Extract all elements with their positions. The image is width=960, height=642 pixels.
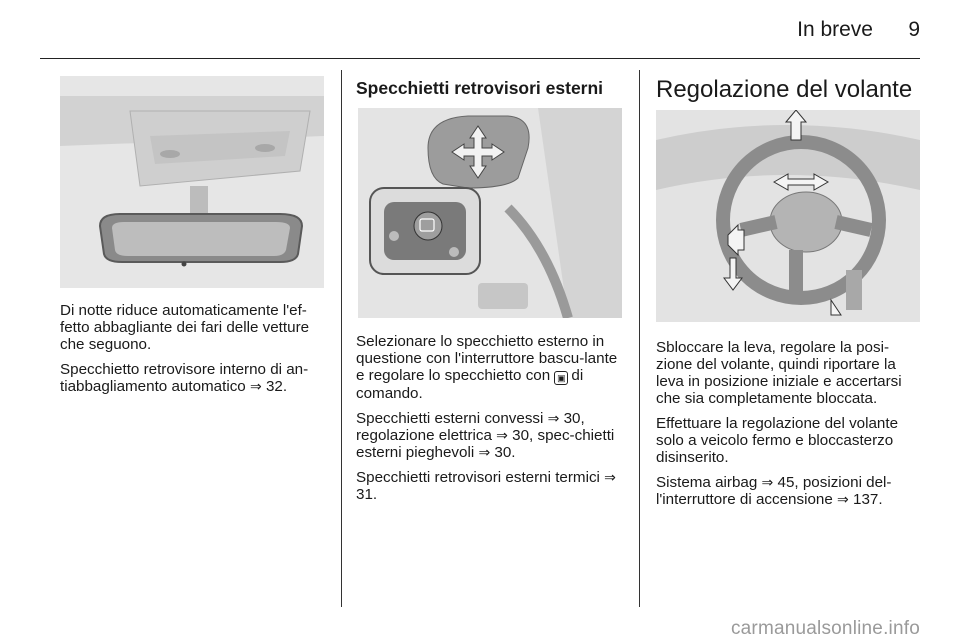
reference-arrow-icon: ⇒: [761, 474, 774, 490]
page-number: 9: [908, 18, 920, 41]
page-header: [0, 0, 960, 60]
column-divider-1: [341, 70, 342, 607]
column-3-text: [656, 339, 920, 516]
paragraph: Specchietti esterni convessi ⇒ 30, regolazione elettrica ⇒ 30, spec-chietti esterni pieghevoli ⇒ 30.: [356, 410, 615, 461]
reference-arrow-icon: ⇒: [478, 444, 491, 460]
mirror-adjust-icon: ▣: [554, 371, 568, 385]
page-ref[interactable]: 30, spec-chietti esterni pieghevoli: [356, 427, 615, 461]
page-ref[interactable]: 30,: [563, 410, 585, 427]
reference-arrow-icon: ⇒: [837, 491, 849, 507]
paragraph: Specchietti retrovisori esterni termici ⇒ 31.: [356, 469, 616, 503]
page-ref[interactable]: 137.: [853, 491, 883, 508]
watermark: carmanualsonline.info: [730, 618, 920, 639]
steering-wheel-figure: [656, 110, 920, 322]
reference-arrow-icon: ⇒: [547, 410, 560, 426]
exterior-mirror-control-figure: [358, 108, 622, 318]
paragraph: Selezionare lo specchietto esterno in questione con l'interruttore bascu-lante e regolare lo specchietto con ▣ di comando.: [356, 333, 618, 402]
section-title: In breve: [797, 18, 873, 41]
column-2-text: [356, 333, 624, 511]
heading-exterior-mirrors: Specchietti retrovisori esterni: [356, 78, 604, 98]
rearview-mirror-figure: [60, 76, 324, 288]
reference-arrow-icon: ⇒: [604, 469, 616, 485]
heading-steering-adjustment: Regolazione del volante: [656, 76, 913, 103]
paragraph: Specchietto retrovisore interno di an-tiabbagliamento automatico ⇒ 32.: [60, 361, 309, 395]
paragraph: Sistema airbag ⇒ 45, posizioni del-l'interruttore di accensione ⇒ 137.: [656, 474, 892, 508]
reference-arrow-icon: ⇒: [496, 427, 508, 443]
header-rule: [40, 58, 920, 59]
page-ref[interactable]: 32.: [265, 378, 288, 395]
page-ref[interactable]: 30.: [494, 444, 516, 461]
paragraph: Effettuare la regolazione del volante solo a veicolo fermo e bloccasterzo disinserito.: [656, 415, 899, 466]
page-ref[interactable]: 45, posizioni del-l'interruttore di accensione: [656, 474, 892, 508]
reference-arrow-icon: ⇒: [249, 378, 262, 394]
page-ref[interactable]: 31.: [356, 486, 378, 503]
paragraph: Di notte riduce automaticamente l'ef-fetto abbagliante dei fari delle vetture che seguono.: [60, 302, 310, 353]
column-divider-2: [639, 70, 640, 607]
paragraph: Sbloccare la leva, regolare la posi-zione del volante, quindi riportare la leva in posizione iniziale e accertarsi che sia completamente bloccata.: [656, 339, 902, 407]
column-1-text: [60, 302, 325, 403]
